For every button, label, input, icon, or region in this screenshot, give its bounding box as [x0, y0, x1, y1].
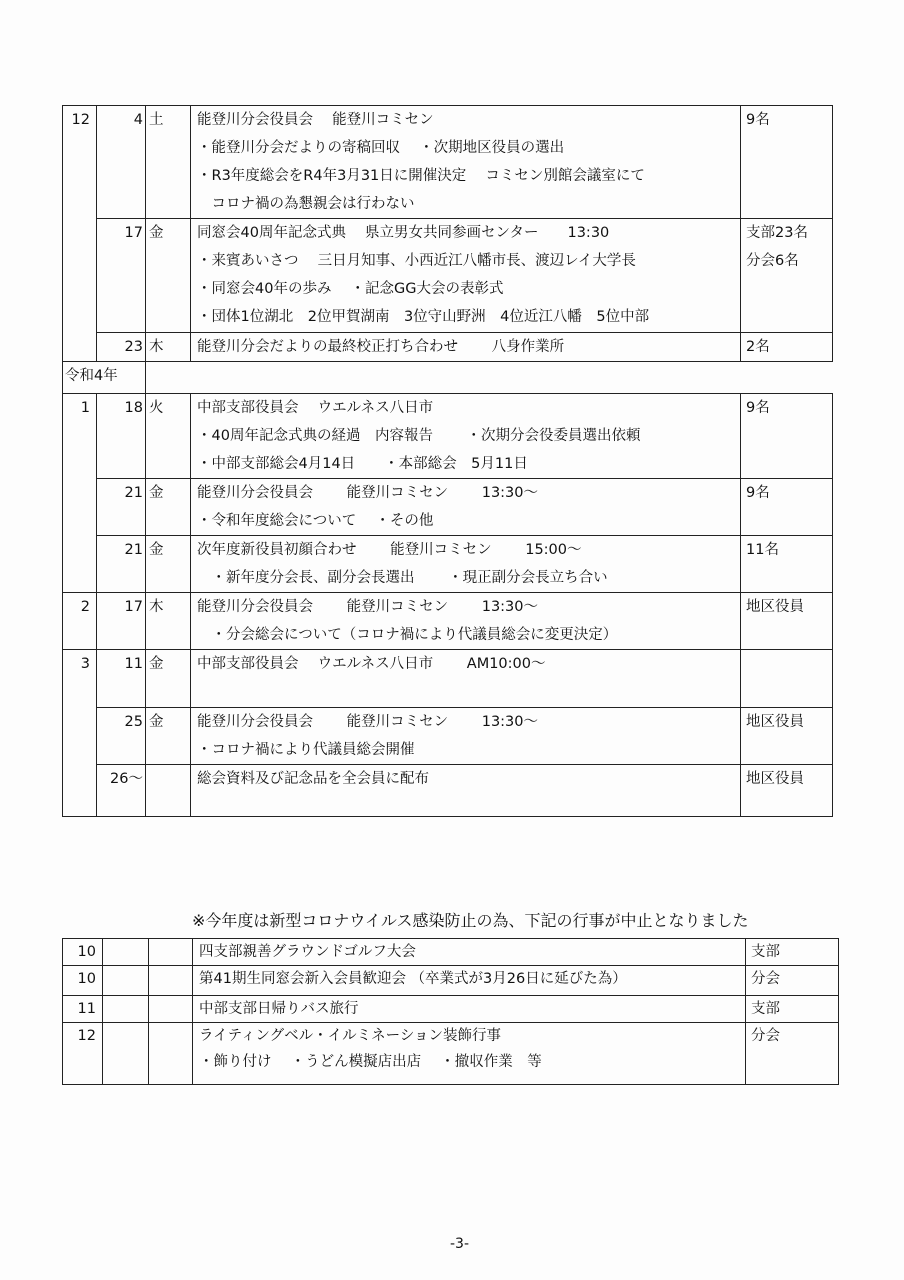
content-cell: [193, 996, 746, 1023]
weekday-cell: [146, 765, 191, 817]
day-cell: 21: [97, 479, 146, 536]
content-cell: [191, 394, 741, 479]
weekday-cell: 火: [146, 394, 191, 479]
cancelled-row: [63, 1023, 839, 1085]
weekday-cell: 金: [146, 650, 191, 708]
attendance-line: 地区役員: [746, 714, 804, 730]
table-row: [63, 219, 833, 333]
month-cell: 11: [63, 996, 103, 1023]
cancelled-row: [63, 966, 839, 996]
content-line: 次年度新役員初顔合わせ 能登川コミセン 15:00〜: [197, 542, 582, 558]
content-cell: [191, 650, 741, 708]
day-cell: 25: [97, 708, 146, 765]
content-cell: [191, 536, 741, 593]
table-row: [63, 593, 833, 650]
attendance-cell: [741, 394, 833, 479]
year-row: [63, 362, 833, 394]
attendance-line: 9名: [746, 112, 770, 128]
day-cell: 11: [97, 650, 146, 708]
attendance-line: 地区役員: [746, 599, 804, 615]
weekday-cell: 木: [146, 333, 191, 362]
scope-cell: 分会: [746, 1023, 839, 1085]
cancelled-row: [63, 996, 839, 1023]
content-cell: [191, 106, 741, 219]
content-line: 能登川分会役員会 能登川コミセン 13:30〜: [197, 599, 539, 615]
scope-cell: 支部: [746, 939, 839, 966]
content-line: ・同窓会40年の歩み ・記念GG大会の表彰式: [197, 281, 504, 297]
content-line: ・団体1位湖北 2位甲賀湖南 3位守山野洲 4位近江八幡 5位中部: [197, 309, 650, 325]
content-line: 四支部親善グラウンドゴルフ大会: [199, 944, 416, 960]
table-row: [63, 765, 833, 817]
attendance-cell: [741, 593, 833, 650]
cancelled-row: [63, 939, 839, 966]
content-line: 能登川分会役員会 能登川コミセン 13:30〜: [197, 485, 539, 501]
content-line: 能登川分会だよりの最終校正打ち合わせ 八身作業所: [197, 339, 565, 355]
table-row: [63, 106, 833, 219]
day-cell: 4: [97, 106, 146, 219]
table-row: [63, 394, 833, 479]
content-line: ・飾り付け ・うどん模擬店出店 ・撤収作業 等: [199, 1054, 542, 1070]
content-line: ・40周年記念式典の経過 内容報告 ・次期分会役委員選出依頼: [197, 428, 641, 444]
content-line: ・分会総会について（コロナ禍により代議員総会に変更決定）: [197, 627, 618, 643]
weekday-cell: 金: [146, 536, 191, 593]
attendance-cell: [741, 708, 833, 765]
table-row: [63, 479, 833, 536]
content-cell: [191, 479, 741, 536]
weekday-cell: 土: [146, 106, 191, 219]
attendance-line: 支部23名: [746, 225, 808, 241]
day-cell: 21: [97, 536, 146, 593]
content-cell: [191, 333, 741, 362]
content-cell: [191, 593, 741, 650]
content-cell: [191, 765, 741, 817]
content-line: 第41期生同窓会新入会員歓迎会 （卒業式が3月26日に延びた為）: [199, 971, 627, 987]
cancelled-events-table: [62, 938, 839, 1085]
attendance-line: 2名: [746, 339, 770, 355]
content-line: ・中部支部総会4月14日 ・本部総会 5月11日: [197, 456, 528, 472]
attendance-cell: [741, 536, 833, 593]
content-line: 能登川分会役員会 能登川コミセン 13:30〜: [197, 714, 539, 730]
month-cell: 10: [63, 939, 103, 966]
attendance-line: 11名: [746, 542, 779, 558]
content-line: ・新年度分会長、副分会長選出 ・現正副分会長立ち合い: [197, 570, 608, 586]
day-cell: 26〜: [97, 765, 146, 817]
attendance-cell: [741, 765, 833, 817]
page-number: -3-: [450, 1236, 470, 1252]
table-row: [63, 333, 833, 362]
content-cell: [193, 1023, 746, 1085]
content-line: 同窓会40周年記念式典 県立男女共同参画センター 13:30: [197, 225, 610, 241]
content-line: ・能登川分会だよりの寄稿回収 ・次期地区役員の選出: [197, 140, 565, 156]
content-line: ライティングベル・イルミネーション装飾行事: [199, 1028, 502, 1044]
year-label: 令和4年: [63, 362, 146, 394]
weekday-cell: 金: [146, 708, 191, 765]
content-line: 中部支部日帰りバス旅行: [199, 1001, 359, 1017]
month-cell: 1: [63, 394, 97, 593]
attendance-cell: [741, 219, 833, 333]
attendance-line: 分会6名: [746, 253, 799, 269]
day-cell: 23: [97, 333, 146, 362]
content-line: ・コロナ禍により代議員総会開催: [197, 742, 415, 758]
content-cell: [193, 939, 746, 966]
content-line: ・R3年度総会をR4年3月31日に開催決定 コミセン別館会議室にて: [197, 168, 645, 184]
attendance-cell: [741, 106, 833, 219]
content-line: ・令和年度総会について ・その他: [197, 513, 434, 529]
attendance-cell: [741, 479, 833, 536]
content-line: 能登川分会役員会 能登川コミセン: [197, 112, 434, 128]
attendance-cell: [741, 333, 833, 362]
cancellation-note: ※今年度は新型コロナウイルス感染防止の為、下記の行事が中止となりました: [192, 911, 749, 930]
month-cell: 12: [63, 1023, 103, 1085]
content-cell: [191, 708, 741, 765]
content-cell: [191, 219, 741, 333]
attendance-cell: [741, 650, 833, 708]
month-cell: 2: [63, 593, 97, 650]
content-line: 中部支部役員会 ウエルネス八日市: [197, 400, 434, 416]
content-line: 中部支部役員会 ウエルネス八日市 AM10:00〜: [197, 656, 546, 672]
table-row: [63, 650, 833, 708]
scope-cell: 支部: [746, 996, 839, 1023]
weekday-cell: 金: [146, 219, 191, 333]
attendance-line: 9名: [746, 485, 770, 501]
content-cell: [193, 966, 746, 996]
activity-table: [62, 105, 833, 817]
weekday-cell: 金: [146, 479, 191, 536]
content-line: コロナ禍の為懇親会は行わない: [197, 196, 415, 212]
table-row: [63, 536, 833, 593]
attendance-line: 地区役員: [746, 771, 804, 787]
attendance-line: 9名: [746, 400, 770, 416]
month-cell: 10: [63, 966, 103, 996]
day-cell: 17: [97, 593, 146, 650]
day-cell: 17: [97, 219, 146, 333]
table-row: [63, 708, 833, 765]
weekday-cell: 木: [146, 593, 191, 650]
content-line: 総会資料及び記念品を全会員に配布: [197, 771, 429, 787]
month-cell: 12: [63, 106, 97, 362]
content-line: ・来賓あいさつ 三日月知事、小西近江八幡市長、渡辺レイ大学長: [197, 253, 636, 269]
scope-cell: 分会: [746, 966, 839, 996]
month-cell: 3: [63, 650, 97, 817]
day-cell: 18: [97, 394, 146, 479]
